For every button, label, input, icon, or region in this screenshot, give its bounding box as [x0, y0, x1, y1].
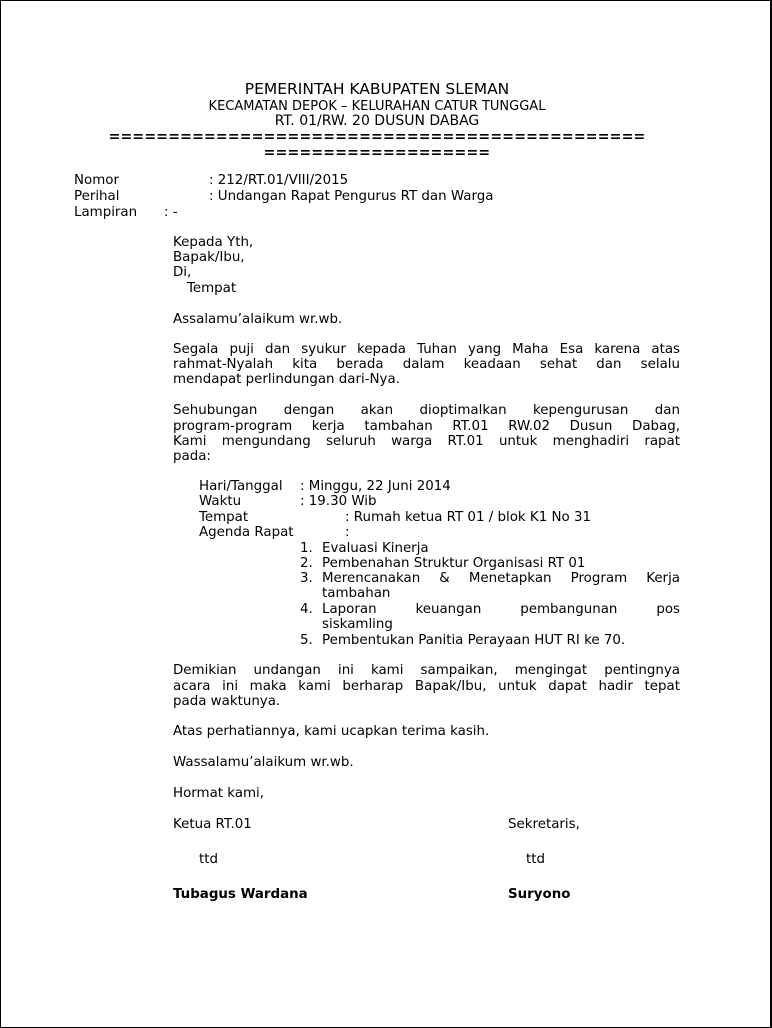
place-value: : Rumah ketua RT 01 / blok K1 No 31 — [345, 510, 591, 525]
address-line: Bapak/Ibu, — [173, 250, 245, 265]
agenda-item: Evaluasi Kinerja — [322, 541, 429, 556]
paragraph-line: Sehubungan dengan akan dioptimalkan kepengurusan dan — [173, 403, 680, 418]
lampiran-value: : - — [164, 205, 178, 220]
address-line: Di, — [173, 265, 192, 280]
signer-right-ttd: ttd — [526, 852, 546, 867]
perihal-label: Perihal — [74, 189, 120, 204]
closing-line: Demikian undangan ini kami sampaikan, mengingat pentingnya — [173, 663, 680, 678]
letterhead-district: KECAMATAN DEPOK – KELURAHAN CATUR TUNGGAL — [208, 99, 546, 114]
header-rule-line-2: =================== — [263, 145, 491, 161]
signer-left-name: Tubagus Wardana — [173, 887, 308, 902]
agenda-number: 2. — [300, 556, 313, 571]
letterhead-unit: RT. 01/RW. 20 DUSUN DABAG — [274, 113, 480, 129]
paragraph-line: program-program kerja tambahan RT.01 RW.02 Dusun Dabag, — [173, 419, 680, 434]
closing-line: acara ini maka kami berharap Bapak/Ibu, untuk dapat hadir tepat — [173, 679, 680, 694]
agenda-item-continued: tambahan — [322, 586, 391, 601]
signer-left-ttd: ttd — [199, 852, 219, 867]
time-value: : 19.30 Wib — [300, 494, 377, 509]
date-label: Hari/Tanggal — [199, 479, 283, 494]
address-line: Kepada Yth, — [173, 235, 254, 250]
letterhead-government: PEMERINTAH KABUPATEN SLEMAN — [244, 80, 510, 98]
agenda-number: 4. — [300, 602, 313, 617]
paragraph-line: Kami mengundang seluruh warga RT.01 untuk menghadiri rapat — [173, 434, 680, 449]
perihal-value: : Undangan Rapat Pengurus RT dan Warga — [209, 189, 494, 204]
header-rule-line-1: ============================================= — [108, 129, 646, 145]
regards-line: Hormat kami, — [173, 786, 265, 801]
agenda-item: Pembentukan Panitia Perayaan HUT RI ke 70. — [322, 633, 626, 648]
signer-right-title: Sekretaris, — [508, 817, 580, 832]
paragraph-line: pada: — [173, 449, 211, 464]
agenda-number: 3. — [300, 571, 313, 586]
date-value: : Minggu, 22 Juni 2014 — [300, 479, 451, 494]
agenda-item-continued: siskamling — [322, 617, 393, 632]
agenda-number: 1. — [300, 541, 313, 556]
paragraph-line: mendapat perlindungan dari-Nya. — [173, 372, 400, 387]
address-line: Tempat — [187, 281, 237, 296]
signer-left-title: Ketua RT.01 — [173, 817, 252, 832]
agenda-label: Agenda Rapat — [199, 525, 294, 540]
agenda-item: Pembenahan Struktur Organisasi RT 01 — [322, 556, 586, 571]
time-label: Waktu — [199, 494, 242, 509]
agenda-item: Laporan keuangan pembangunan pos — [322, 602, 680, 617]
signer-right-name: Suryono — [508, 887, 571, 902]
salam-line: Wassalamu’alaikum wr.wb. — [173, 755, 354, 770]
place-label: Tempat — [199, 510, 249, 525]
nomor-label: Nomor — [74, 173, 119, 188]
paragraph-line: rahmat-Nyalah kita berada dalam keadaan sehat dan selalu — [173, 357, 680, 372]
thanks-line: Atas perhatiannya, kami ucapkan terima kasih. — [173, 724, 490, 739]
nomor-value: : 212/RT.01/VIII/2015 — [209, 173, 349, 188]
agenda-item: Merencanakan & Menetapkan Program Kerja — [322, 571, 680, 586]
agenda-colon: : — [345, 525, 350, 540]
lampiran-label: Lampiran — [74, 205, 138, 220]
agenda-number: 5. — [300, 633, 313, 648]
greeting: Assalamu’alaikum wr.wb. — [173, 312, 343, 327]
paragraph-line: Segala puji dan syukur kepada Tuhan yang Maha Esa karena atas — [173, 342, 680, 357]
closing-line: pada waktunya. — [173, 694, 281, 709]
